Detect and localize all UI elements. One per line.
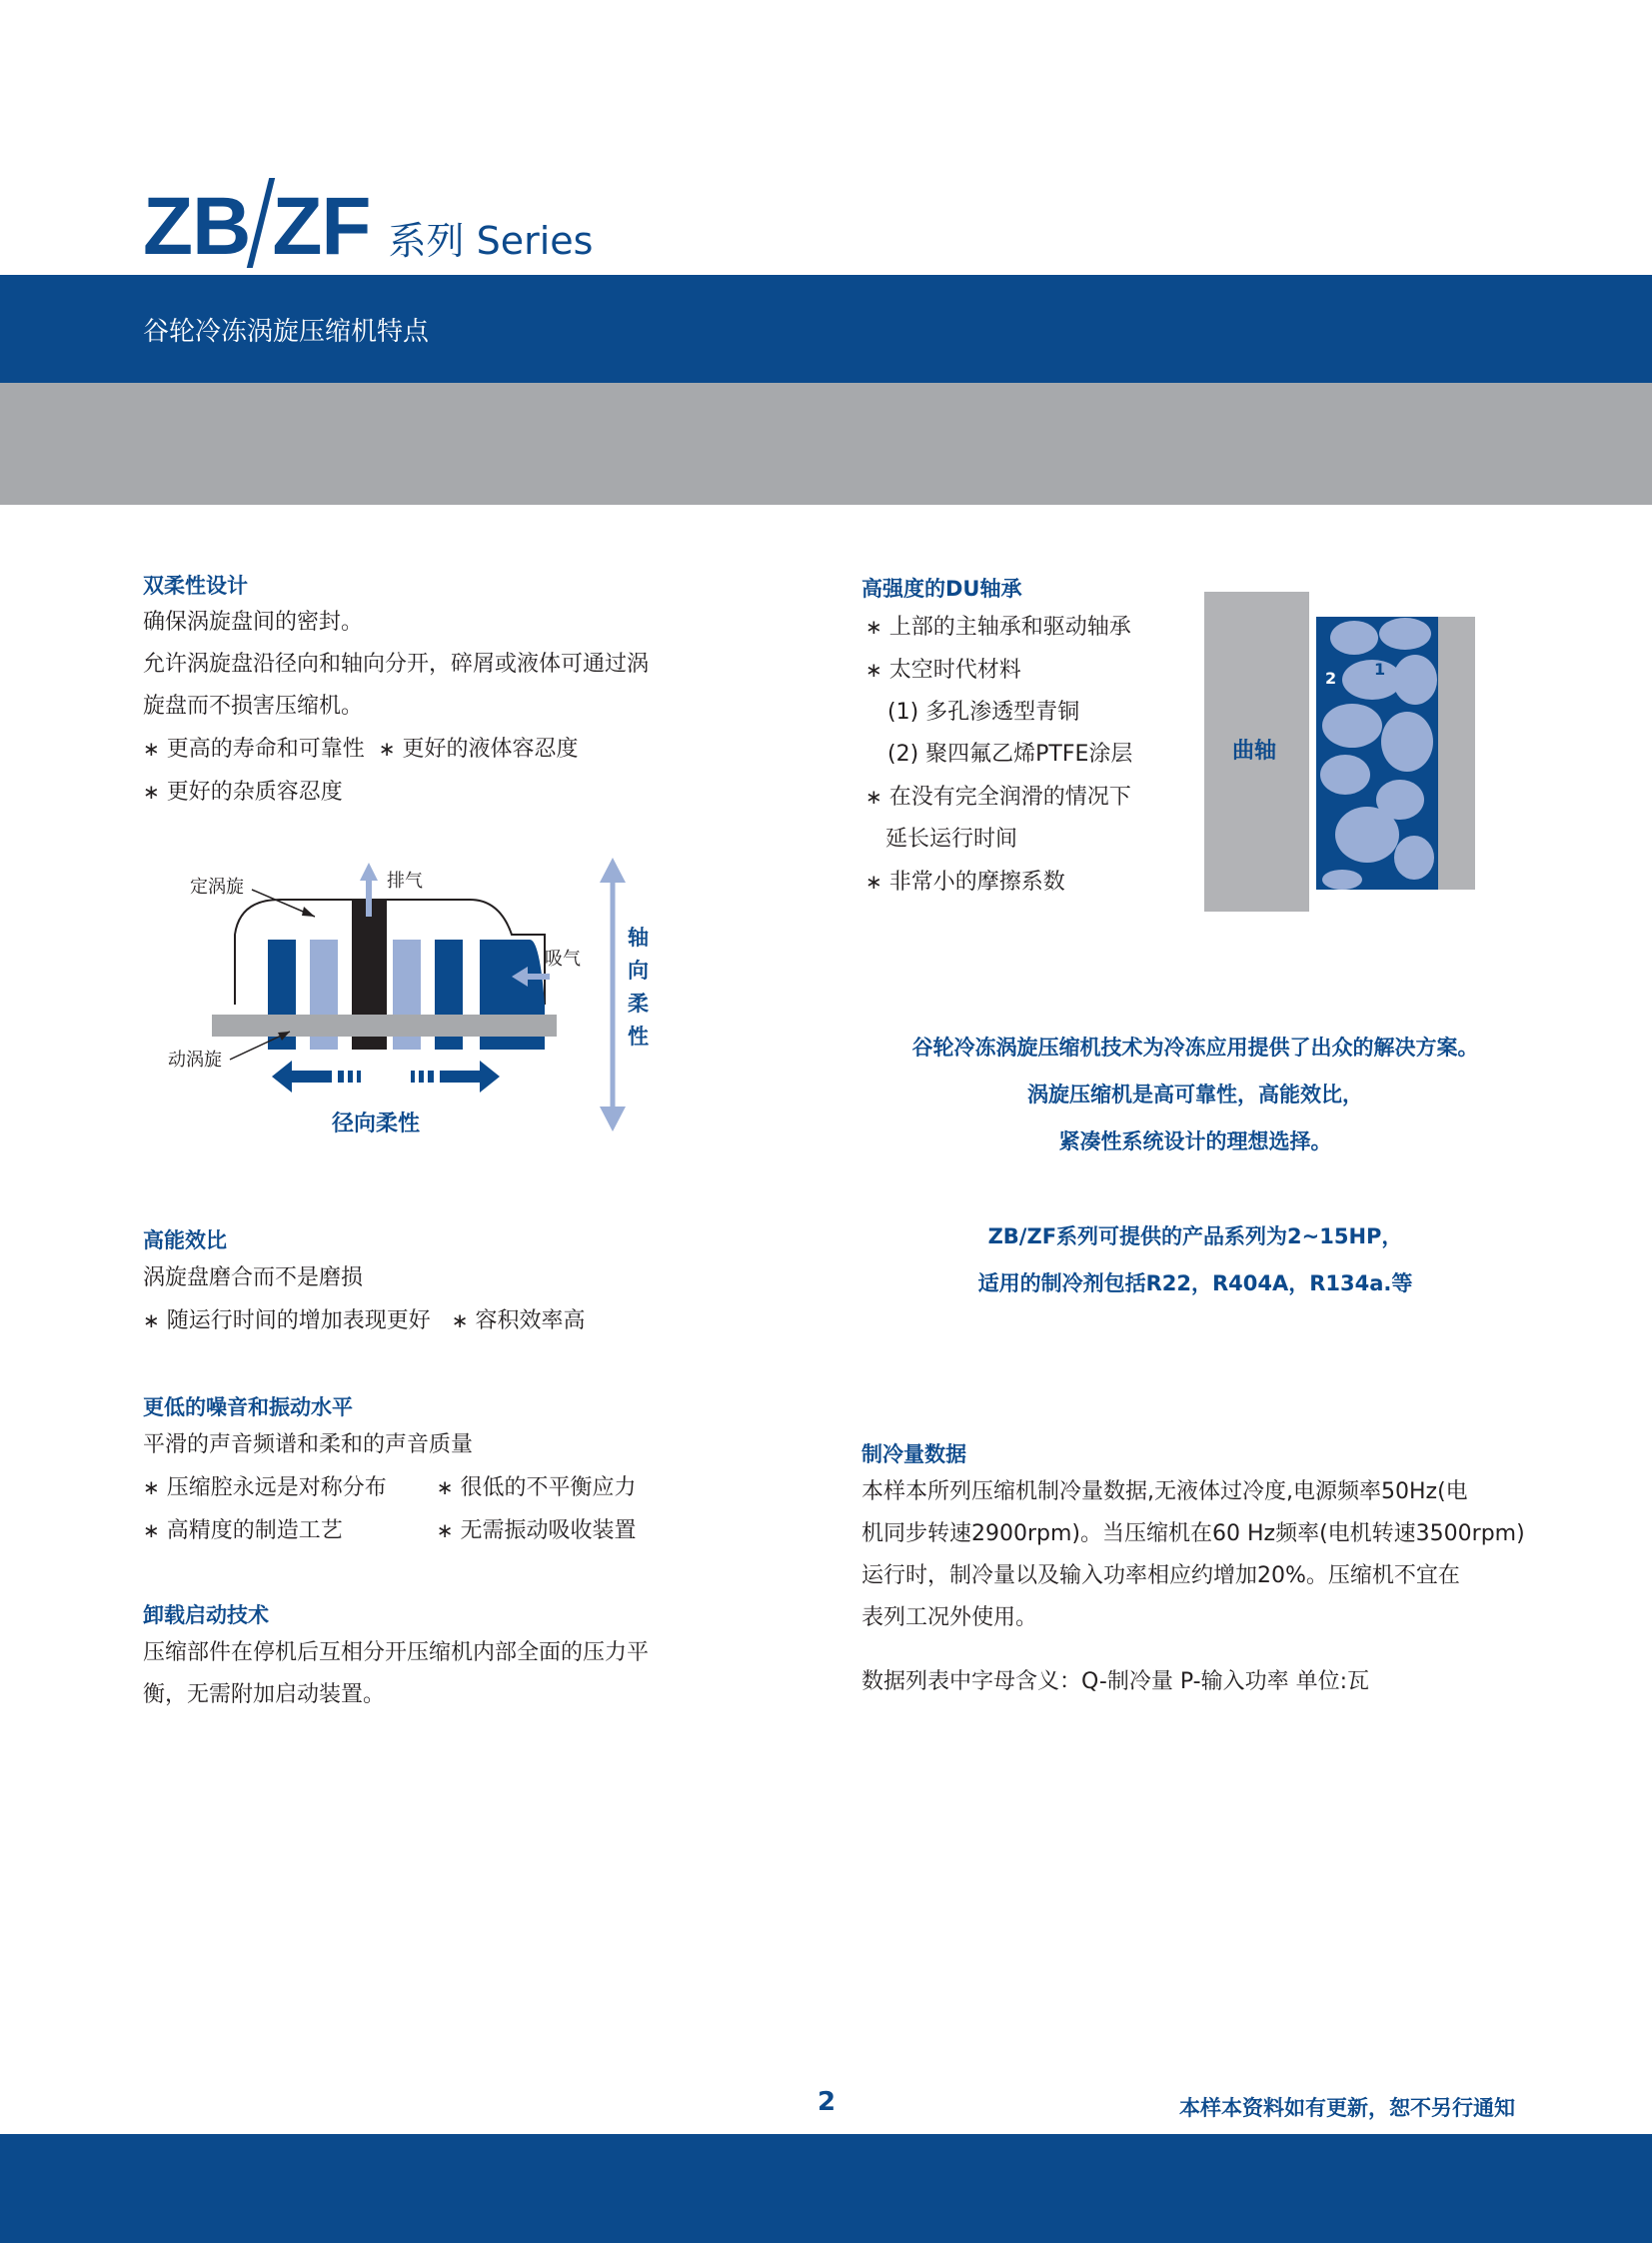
label-discharge: 排气 [387, 871, 423, 892]
statement-line: 涡旋压缩机是高可靠性，高能效比， [1027, 1083, 1363, 1107]
bullet-text: 随运行时间的增加表现更好 [166, 1308, 431, 1333]
gray-band [0, 383, 1652, 505]
header-subtitle: 谷轮冷冻涡旋压缩机特点 [143, 317, 430, 347]
bullet-row: ∗ 太空时代材料 [865, 658, 1021, 683]
unload-heading: 卸载启动技术 [143, 1603, 269, 1627]
bronze-particle [1393, 655, 1437, 705]
label-axial-2: 向 [628, 959, 649, 983]
noise-text [143, 1424, 637, 1552]
bullet-text: 更好的杂质容忍度 [166, 780, 343, 805]
bullet-text: 太空时代材料 [888, 658, 1021, 683]
bearing-text [865, 606, 1132, 904]
dual-flex-heading: 双柔性设计 [143, 574, 248, 598]
text-line: 涡旋盘磨合而不是磨损 [143, 1265, 364, 1290]
sub-item: (2) 聚四氟乙烯PTFE涂层 [887, 742, 1133, 767]
text-line: 压缩部件在停机后互相分开压缩机内部全面的压力平 [143, 1640, 650, 1665]
bronze-particle [1381, 712, 1433, 772]
bullet-row: ∗ 随运行时间的增加表现更好 ∗ 容积效率高 [143, 1308, 586, 1333]
bullet-text: 容积效率高 [475, 1308, 586, 1333]
bearing-heading: 高强度的DU轴承 [861, 577, 1022, 601]
label-suction: 吸气 [545, 949, 581, 970]
series-range-statement [859, 1213, 1531, 1307]
bullet-text: 无需振动吸收装置 [460, 1518, 637, 1543]
text-line: 运行时，制冷量以及输入功率相应约增加20%。压缩机不宜在 [861, 1563, 1460, 1588]
scroll-flex-diagram [150, 855, 650, 1154]
statement-line: 适用的制冷剂包括R22，R404A，R134a.等 [977, 1271, 1413, 1295]
radial-dash [419, 1071, 424, 1083]
efficiency-heading: 高能效比 [143, 1228, 227, 1252]
bullet-text: 上部的主轴承和驱动轴承 [888, 615, 1131, 640]
text-line: 旋盘而不损害压缩机。 [143, 694, 364, 719]
sub-item: (1) 多孔渗透型青铜 [887, 700, 1080, 725]
label-axial-4: 性 [628, 1025, 649, 1049]
text-line: 平滑的声音频谱和柔和的声音质量 [143, 1432, 474, 1457]
capacity-heading: 制冷量数据 [861, 1442, 966, 1466]
dual-flex-text [143, 602, 649, 814]
footer-band [0, 2134, 1652, 2243]
bullet-text: 压缩腔永远是对称分布 [166, 1475, 387, 1500]
efficiency-text [143, 1257, 586, 1342]
page-number: 2 [818, 2087, 836, 2117]
text-line: 本样本所列压缩机制冷量数据,无液体过冷度,电源频率50Hz(电 [861, 1479, 1468, 1504]
radial-arrow-left [272, 1061, 332, 1093]
noise-heading: 更低的噪音和振动水平 [143, 1395, 353, 1419]
label-axial-1: 轴 [628, 926, 649, 950]
capacity-text [861, 1471, 1525, 1639]
text-line: 确保涡旋盘间的密封。 [143, 610, 364, 635]
radial-arrow-right [440, 1061, 500, 1093]
capacity-legend: 数据列表中字母含义：Q-制冷量 P-输入功率 单位:瓦 [861, 1669, 1369, 1694]
text-line: 表列工况外使用。 [861, 1605, 1038, 1630]
bronze-particle [1330, 621, 1378, 655]
label-orbiting-scroll: 动涡旋 [168, 1050, 222, 1071]
page-title [143, 178, 594, 272]
bullet-row: ∗ 压缩腔永远是对称分布 ∗ 很低的不平衡应力 [143, 1466, 637, 1509]
unload-text [143, 1632, 649, 1716]
series-code: ZB [143, 181, 251, 272]
label-axial-3: 柔 [628, 992, 649, 1016]
bullet-text: 更高的寿命和可靠性 [166, 737, 365, 762]
series-code-2: ZF [272, 181, 371, 272]
bronze-particle [1379, 618, 1431, 650]
axial-arrowhead-up [600, 858, 626, 883]
text-line: 机同步转速2900rpm)。当压缩机在60 Hz频率(电机转速3500rpm) [861, 1521, 1525, 1546]
statement-line: ZB/ZF系列可提供的产品系列为2~15HP， [987, 1224, 1403, 1248]
radial-dash [348, 1071, 353, 1083]
bronze-particle [1322, 704, 1382, 748]
radial-dash [357, 1071, 361, 1083]
axial-arrowhead-down [600, 1107, 626, 1131]
marker-2: 2 [1325, 669, 1337, 688]
bullet-text: 非常小的摩擦系数 [888, 870, 1065, 895]
radial-dash [411, 1071, 415, 1083]
bullet-row: ∗ 在没有完全润滑的情况下 [865, 785, 1131, 810]
bronze-particle [1320, 755, 1370, 795]
bullet-row: ∗ 高精度的制造工艺 ∗ 无需振动吸收装置 [143, 1509, 637, 1552]
bullet-text: 很低的不平衡应力 [460, 1475, 637, 1500]
bullet-text: 高精度的制造工艺 [166, 1518, 343, 1543]
header-band [0, 275, 1652, 383]
text-line: 允许涡旋盘沿径向和轴向分开，碎屑或液体可通过涡 [143, 652, 650, 677]
bearing-steel-backing [1438, 617, 1475, 890]
marker-1: 1 [1374, 660, 1386, 679]
bullet-text: 在没有完全润滑的情况下 [888, 785, 1131, 810]
bullet-row: ∗ 非常小的摩擦系数 [865, 870, 1065, 895]
update-notice: 本样本资料如有更新，恕不另行通知 [1179, 2096, 1515, 2120]
statement-line: 谷轮冷冻涡旋压缩机技术为冷冻应用提供了出众的解决方案。 [911, 1036, 1479, 1060]
bullet-text: 更好的液体容忍度 [402, 737, 579, 762]
bullet-row: ∗ 更好的杂质容忍度 [143, 780, 343, 805]
leader-arrowhead [302, 907, 315, 917]
bronze-particle [1322, 870, 1362, 890]
radial-dash [338, 1071, 344, 1083]
statement-line: 紧凑性系统设计的理想选择。 [1058, 1129, 1332, 1153]
text-line: 衡，无需附加启动装置。 [143, 1682, 386, 1707]
bullet-row: ∗ 更高的寿命和可靠性 ∗ 更好的液体容忍度 [143, 737, 579, 762]
bronze-particle [1335, 807, 1399, 863]
label-fixed-scroll: 定涡旋 [190, 877, 244, 898]
discharge-arrowhead [360, 863, 378, 881]
series-label: 系列 Series [388, 219, 594, 263]
key-statement [859, 1025, 1531, 1165]
orbiting-plate [212, 1015, 557, 1037]
label-crankshaft: 曲轴 [1232, 739, 1277, 764]
radial-dash [428, 1071, 434, 1083]
bullet-row: ∗ 上部的主轴承和驱动轴承 [865, 615, 1131, 640]
bronze-particle [1394, 836, 1434, 880]
label-radial-flex: 径向柔性 [332, 1112, 421, 1136]
bullet-continuation: 延长运行时间 [885, 827, 1018, 852]
du-bearing-illustration [1202, 590, 1477, 915]
